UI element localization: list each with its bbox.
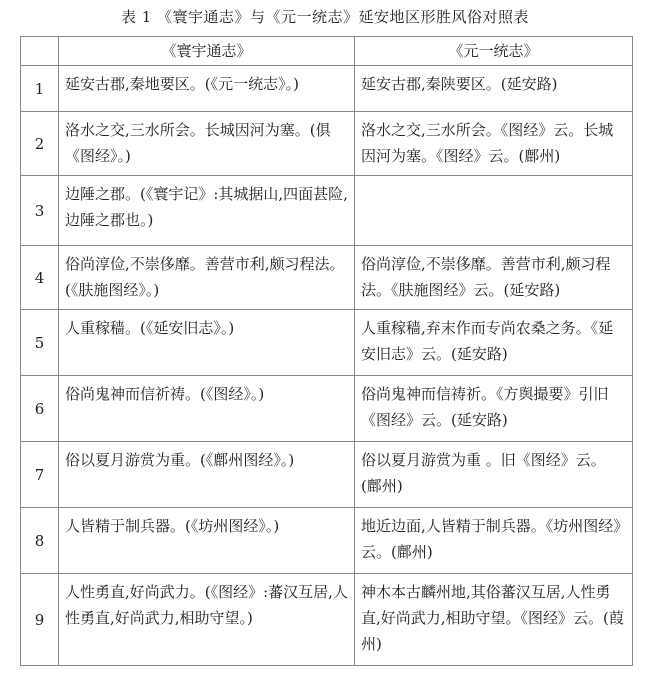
table-row	[21, 442, 633, 508]
cell-yuan: 俗尚鬼神而信祷祈。《方舆撮要》引旧《图经》云。(延安路)	[355, 376, 633, 442]
cell-huanyu: 人性勇直,好尚武力。(《图经》:蕃汉互居,人性勇直,好尚武力,相助守望。)	[59, 574, 355, 666]
cell-huanyu: 俗尚鬼神而信祈祷。(《图经》。)	[59, 376, 355, 442]
table-row	[21, 176, 633, 246]
cell-huanyu: 人皆精于制兵器。(《坊州图经》。)	[59, 508, 355, 574]
row-number: 2	[21, 112, 59, 176]
cell-huanyu: 俗以夏月游赏为重。(《鄜州图经》。)	[59, 442, 355, 508]
cell-huanyu: 俗尚淳俭,不崇侈靡。善营市利,颇习程法。(《肤施图经》。)	[59, 246, 355, 310]
table-row	[21, 574, 633, 666]
table-row	[21, 310, 633, 376]
cell-yuan: 延安古郡,秦陕要区。(延安路)	[355, 66, 633, 112]
row-number: 7	[21, 442, 59, 508]
header-yuan-yitong-zhi: 《元一统志》	[355, 37, 633, 66]
table-row	[21, 246, 633, 310]
cell-huanyu: 洛水之交,三水所会。长城因河为塞。(俱《图经》。)	[59, 112, 355, 176]
row-number: 4	[21, 246, 59, 310]
table-caption: 表 1 《寰宇通志》与《元一统志》延安地区形胜风俗对照表	[120, 8, 530, 26]
row-number: 5	[21, 310, 59, 376]
cell-yuan: 俗尚淳俭,不崇侈靡。善营市利,颇习程法。《肤施图经》云。(延安路)	[355, 246, 633, 310]
table-row	[21, 66, 633, 112]
row-number: 6	[21, 376, 59, 442]
table-row	[21, 112, 633, 176]
header-row	[21, 37, 633, 66]
cell-yuan: 人重稼穑,弃末作而专尚农桑之务。《延安旧志》云。(延安路)	[355, 310, 633, 376]
comparison-table	[20, 36, 633, 666]
cell-huanyu: 边陲之郡。(《寰宇记》:其城据山,四面甚险,边陲之郡也。)	[59, 176, 355, 246]
table-row	[21, 376, 633, 442]
row-number: 8	[21, 508, 59, 574]
cell-yuan: 地近边面,人皆精于制兵器。《坊州图经》云。(鄜州)	[355, 508, 633, 574]
table-row	[21, 508, 633, 574]
row-number: 1	[21, 66, 59, 112]
cell-yuan: 神木本古麟州地,其俗蕃汉互居,人性勇直,好尚武力,相助守望。《图经》云。(葭州)	[355, 574, 633, 666]
cell-yuan: 洛水之交,三水所会。《图经》云。长城因河为塞。《图经》云。(鄜州)	[355, 112, 633, 176]
header-huanyu-tongzhi: 《寰宇通志》	[59, 37, 355, 66]
row-number: 3	[21, 176, 59, 246]
header-index	[21, 37, 59, 66]
cell-yuan: 俗以夏月游赏为重 。旧《图经》云。(鄜州)	[355, 442, 633, 508]
row-number: 9	[21, 574, 59, 666]
cell-huanyu: 人重稼穑。(《延安旧志》。)	[59, 310, 355, 376]
cell-huanyu: 延安古郡,秦地要区。(《元一统志》。)	[59, 66, 355, 112]
cell-yuan	[355, 176, 633, 246]
